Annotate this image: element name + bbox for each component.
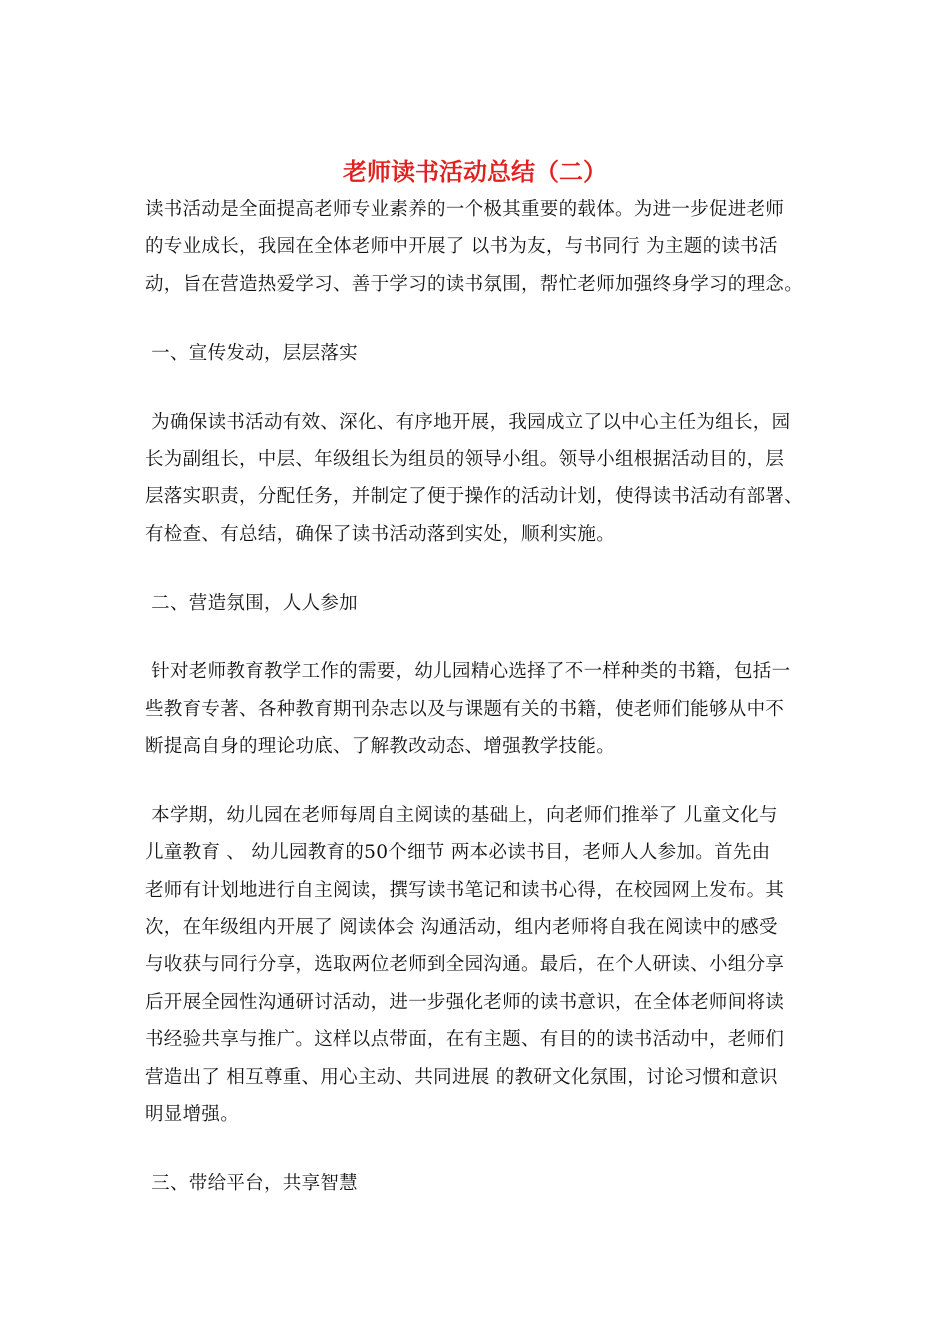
section-heading: 三、带给平台，共享智慧 — [145, 1173, 358, 1194]
paragraph-line: 本学期，幼儿园在老师每周自主阅读的基础上，向老师们推举了 儿童文化与 — [145, 805, 778, 826]
paragraph-line: 老师有计划地进行自主阅读，撰写读书笔记和读书心得，在校园网上发布。其 — [145, 880, 785, 901]
paragraph-line: 断提高自身的理论功底、了解教改动态、增强教学技能。 — [145, 736, 616, 757]
paragraph-line: 针对老师教育教学工作的需要，幼儿园精心选择了不一样种类的书籍，包括一 — [145, 661, 791, 682]
paragraph-line: 层落实职责，分配任务，并制定了便于操作的活动计划，使得读书活动有部署、 — [145, 486, 804, 507]
paragraph-line: 明显增强。 — [145, 1104, 240, 1125]
paragraph-line: 些教育专著、各种教育期刊杂志以及与课题有关的书籍，使老师们能够从中不 — [145, 699, 785, 720]
paragraph-line: 营造出了 相互尊重、用心主动、共同进展 的教研文化氛围，讨论习惯和意识 — [145, 1067, 778, 1088]
paragraph-line: 后开展全园性沟通研讨活动，进一步强化老师的读书意识，在全体老师间将读 — [145, 992, 785, 1013]
paragraph-line: 长为副组长，中层、年级组长为组员的领导小组。领导小组根据活动目的，层 — [145, 449, 785, 470]
paragraph-line: 次，在年级组内开展了 阅读体会 沟通活动，组内老师将自我在阅读中的感受 — [145, 917, 778, 938]
paragraph-line: 为确保读书活动有效、深化、有序地开展，我园成立了以中心主任为组长，园 — [145, 412, 791, 433]
section-heading: 二、营造氛围，人人参加 — [145, 593, 358, 614]
paragraph-line: 与收获与同行分享，选取两位老师到全园沟通。最后，在个人研读、小组分享 — [145, 954, 785, 975]
paragraph-line: 读书活动是全面提高老师专业素养的一个极其重要的载体。为进一步促进老师 — [145, 199, 785, 220]
paragraph-line: 动，旨在营造热爱学习、善于学习的读书氛围，帮忙老师加强终身学习的理念。 — [145, 274, 804, 295]
paragraph-line: 的专业成长，我园在全体老师中开展了 以书为友，与书同行 为主题的读书活 — [145, 236, 778, 257]
paragraph-line: 儿童教育 、 幼儿园教育的50个细节 两本必读书目，老师人人参加。首先由 — [145, 842, 771, 863]
document-title: 老师读书活动总结（二） — [343, 158, 607, 186]
paragraph-line: 书经验共享与推广。这样以点带面，在有主题、有目的的读书活动中，老师们 — [145, 1029, 785, 1050]
paragraph-line: 有检查、有总结，确保了读书活动落到实处，顺利实施。 — [145, 524, 616, 545]
section-heading: 一、宣传发动，层层落实 — [145, 343, 358, 364]
